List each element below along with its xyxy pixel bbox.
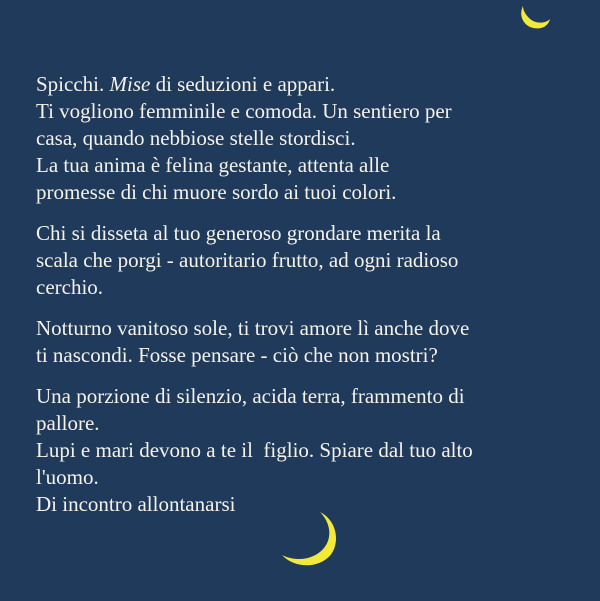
poem-line: Di incontro allontanarsi: [36, 492, 236, 516]
poem-line: Ti vogliono femminile e comoda. Un sentiero per: [36, 99, 452, 123]
poem-line: scala che porgi - autoritario frutto, ad ogni radioso: [36, 248, 459, 272]
poem-line: cerchio.: [36, 275, 104, 299]
poem-line: Lupi e mari devono a te il figlio. Spiare dal tuo alto: [36, 438, 473, 462]
poem-line: Notturno vanitoso sole, ti trovi amore lì anche dove: [36, 316, 470, 340]
poem-line: [36, 71, 576, 98]
crescent-moon-icon: [515, 0, 551, 34]
crescent-moon-icon: [274, 508, 342, 570]
stanza-2: [36, 220, 576, 301]
stanza-4: [36, 383, 576, 518]
poem-line: Chi si disseta al tuo generoso grondare merita la: [36, 221, 441, 245]
poem: [36, 71, 576, 532]
poem-line: ti nascondi. Fosse pensare - ciò che non mostri?: [36, 343, 438, 367]
poem-text: di seduzioni e appari.: [150, 72, 336, 96]
poem-line: l'uomo.: [36, 465, 99, 489]
poem-emphasis: Mise: [109, 72, 151, 96]
stanza-1: [36, 71, 576, 206]
stanza-3: [36, 315, 576, 369]
poem-line: La tua anima è felina gestante, attenta alle: [36, 153, 390, 177]
poem-line: promesse di chi muore sordo ai tuoi colori.: [36, 180, 397, 204]
poem-line: casa, quando nebbiose stelle stordisci.: [36, 126, 356, 150]
poem-line: pallore.: [36, 411, 100, 435]
poem-line: Una porzione di silenzio, acida terra, frammento di: [36, 384, 465, 408]
poem-text: Spicchi.: [36, 72, 110, 96]
